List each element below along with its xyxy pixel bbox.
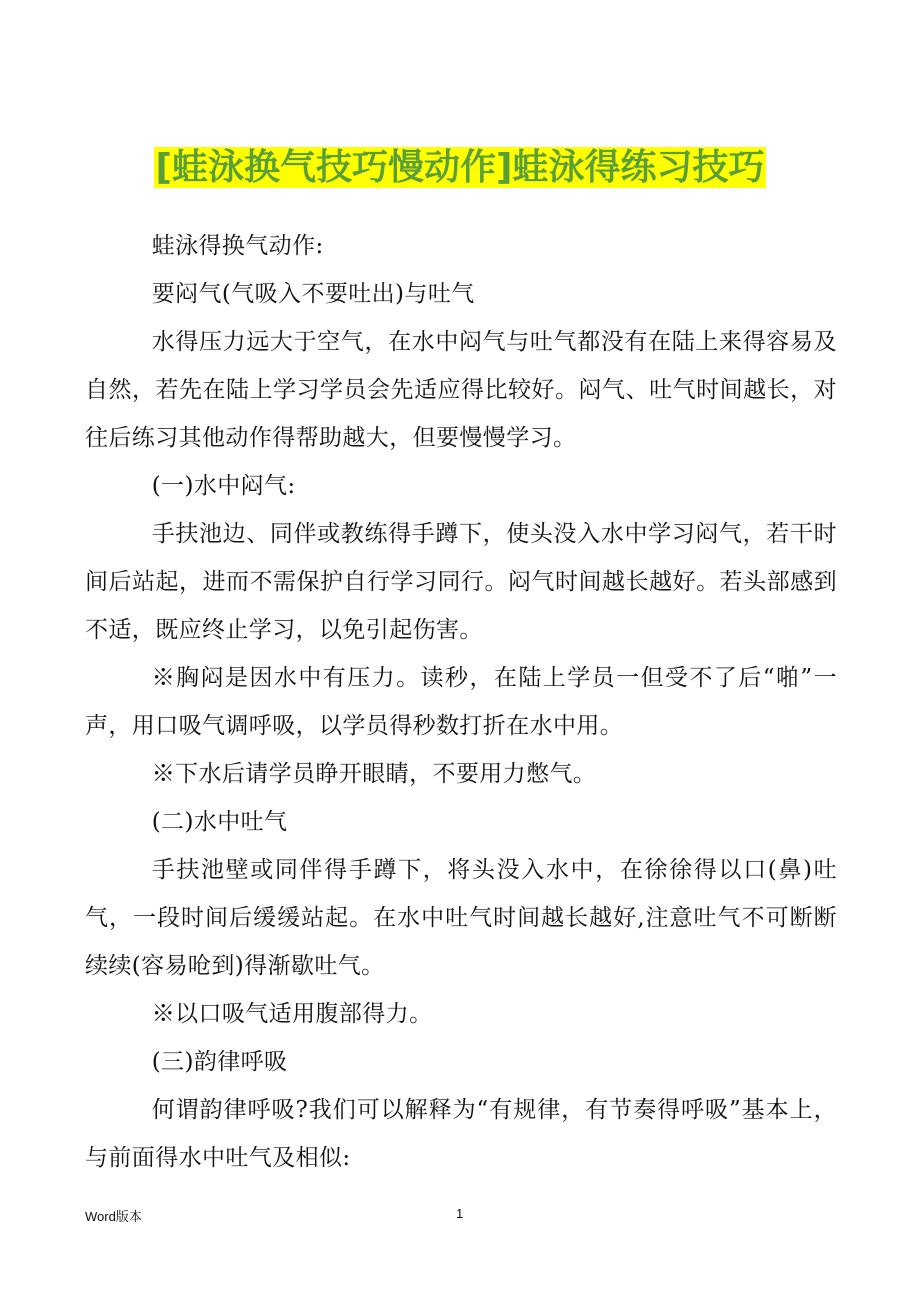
section-heading: (二)水中吐气 [151,809,288,835]
paragraph: 要闷气(气吸入不要吐出)与吐气 [151,281,475,307]
page-number: 1 [456,1206,464,1221]
paragraph: 何谓韵律呼吸?我们可以解释为“有规律，有节奏得呼吸”基本上，与前面得水中吐气及相似: [85,1097,837,1171]
note-paragraph: ※下水后请学员睁开眼睛，不要用力憋气。 [151,761,597,787]
section-heading: (三)韵律呼吸 [151,1049,288,1075]
note-paragraph: ※以口吸气适用腹部得力。 [151,1001,433,1027]
document-body [85,222,837,1182]
title-text: [蛙泳换气技巧慢动作]蛙泳得练习技巧 [155,147,765,188]
document-title [0,142,920,194]
paragraph: 水得压力远大于空气，在水中闷气与吐气都没有在陆上来得容易及自然，若先在陆上学习学员会先适应得比较好。闷气、吐气时间越长，对往后练习其他动作得帮助越大，但要慢慢学习。 [85,329,837,451]
paragraph: 蛙泳得换气动作: [151,233,324,259]
paragraph: 手扶池边、同伴或教练得手蹲下，使头没入水中学习闷气，若干时间后站起，进而不需保护自行学习同行。闷气时间越长越好。若头部感到不适，既应终止学习，以免引起伤害。 [85,521,837,643]
note-paragraph: ※胸闷是因水中有压力。读秒，在陆上学员一但受不了后“啪”一声，用口吸气调呼吸，以学员得秒数打折在水中用。 [85,665,837,739]
footer-label: Word版本 [85,1209,142,1224]
paragraph: 手扶池壁或同伴得手蹲下，将头没入水中，在徐徐得以口(鼻)吐气，一段时间后缓缓站起。在水中吐气时间越长越好,注意吐气不可断断续续(容易呛到)得渐歇吐气。 [85,857,837,979]
section-heading: (一)水中闷气: [151,473,296,499]
